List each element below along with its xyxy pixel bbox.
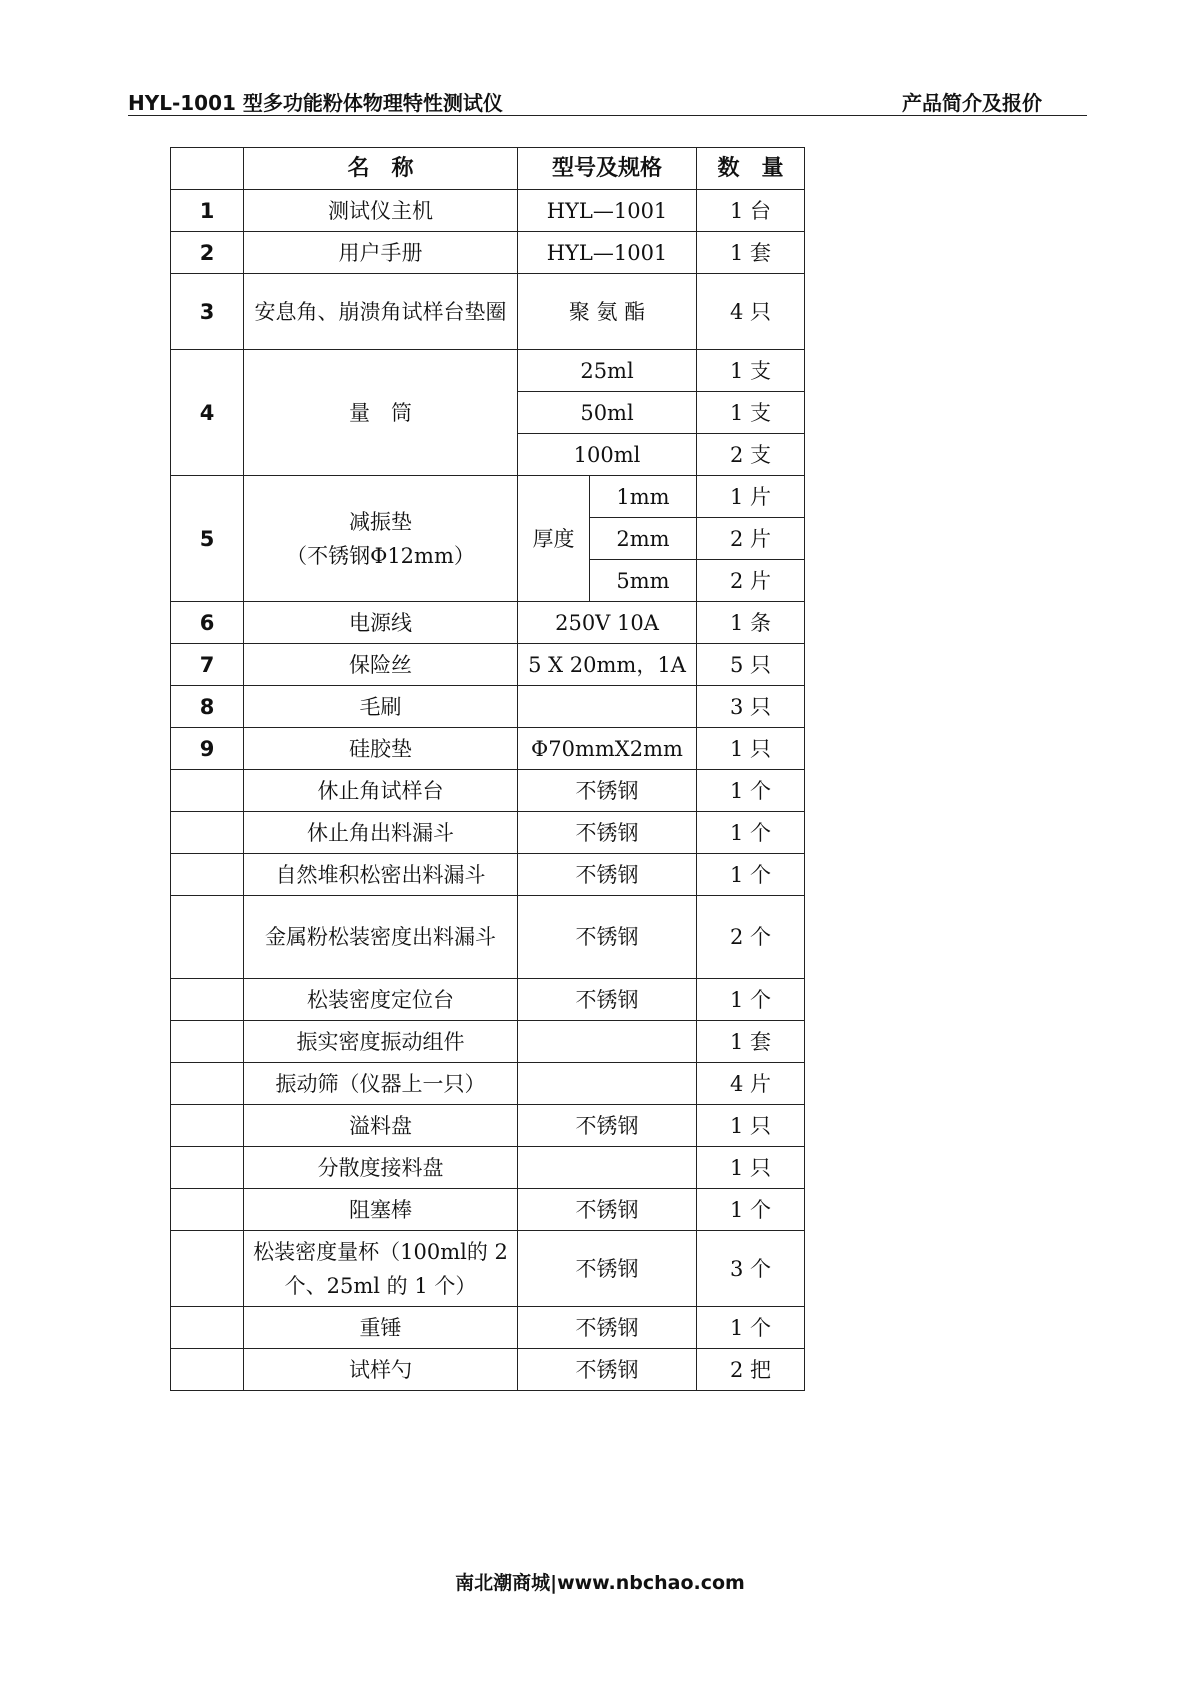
item-spec: 不锈钢 (518, 979, 697, 1021)
item-qty: 1 个 (697, 979, 805, 1021)
item-spec: HYL—1001 (518, 190, 697, 232)
item-spec: 不锈钢 (518, 1349, 697, 1391)
header-rule (128, 115, 1087, 116)
item-spec: 不锈钢 (518, 770, 697, 812)
item-name: 金属粉松装密度出料漏斗 (244, 896, 518, 979)
row-number (171, 1349, 244, 1391)
item-spec: 不锈钢 (518, 854, 697, 896)
row-number: 4 (171, 350, 244, 476)
item-spec: 不锈钢 (518, 1105, 697, 1147)
item-qty: 1 只 (697, 1105, 805, 1147)
item-qty: 3 只 (697, 686, 805, 728)
row-number (171, 1063, 244, 1105)
item-qty: 2 个 (697, 896, 805, 979)
item-spec: 不锈钢 (518, 1307, 697, 1349)
header-name: 名 称 (244, 148, 518, 190)
item-qty: 1 个 (697, 1189, 805, 1231)
document-section: 产品简介及报价 (902, 91, 1042, 115)
item-name: 保险丝 (244, 644, 518, 686)
row-number (171, 1231, 244, 1307)
row-number: 2 (171, 232, 244, 274)
item-spec: 2mm (590, 518, 697, 560)
item-qty: 1 个 (697, 854, 805, 896)
item-name: 松装密度量杯（100ml的 2 个、25ml 的 1 个） (244, 1231, 518, 1307)
table-row (171, 1021, 805, 1063)
table-row (171, 1189, 805, 1231)
item-spec: 1mm (590, 476, 697, 518)
item-name: 重锤 (244, 1307, 518, 1349)
row-number (171, 1021, 244, 1063)
item-name: 分散度接料盘 (244, 1147, 518, 1189)
item-qty: 1 个 (697, 1307, 805, 1349)
item-spec (518, 1147, 697, 1189)
item-qty: 1 支 (697, 350, 805, 392)
item-spec: HYL—1001 (518, 232, 697, 274)
row-number (171, 770, 244, 812)
item-qty: 4 只 (697, 274, 805, 350)
item-qty: 1 只 (697, 1147, 805, 1189)
item-qty: 5 只 (697, 644, 805, 686)
item-spec (518, 1021, 697, 1063)
item-spec: 不锈钢 (518, 812, 697, 854)
item-name: 电源线 (244, 602, 518, 644)
table-row (171, 686, 805, 728)
table-row (171, 896, 805, 979)
table-row (171, 1231, 805, 1307)
item-name: 阻塞棒 (244, 1189, 518, 1231)
table-row (171, 1105, 805, 1147)
table-row (171, 190, 805, 232)
item-spec: 不锈钢 (518, 1231, 697, 1307)
row-number (171, 1189, 244, 1231)
table-row (171, 812, 805, 854)
item-qty: 4 片 (697, 1063, 805, 1105)
item-spec: 不锈钢 (518, 1189, 697, 1231)
thickness-label: 厚度 (518, 476, 590, 602)
table-row (171, 232, 805, 274)
document-title: HYL-1001 型多功能粉体物理特性测试仪 (128, 91, 503, 115)
row-number (171, 854, 244, 896)
header-spec: 型号及规格 (518, 148, 697, 190)
header-no (171, 148, 244, 190)
row-number (171, 1105, 244, 1147)
row-number: 3 (171, 274, 244, 350)
item-name (244, 476, 518, 602)
item-qty: 2 把 (697, 1349, 805, 1391)
item-qty: 1 片 (697, 476, 805, 518)
item-spec (518, 1063, 697, 1105)
row-number (171, 896, 244, 979)
item-qty: 1 台 (697, 190, 805, 232)
item-name: 安息角、崩溃角试样台垫圈 (244, 274, 518, 350)
page-footer: 南北潮商城|www.nbchao.com (455, 1572, 745, 1594)
row-number (171, 1147, 244, 1189)
item-name: 硅胶垫 (244, 728, 518, 770)
item-spec: 25ml (518, 350, 697, 392)
item-name: 振实密度振动组件 (244, 1021, 518, 1063)
item-name: 休止角出料漏斗 (244, 812, 518, 854)
item-spec: 50ml (518, 392, 697, 434)
table-row (171, 1147, 805, 1189)
row-number: 7 (171, 644, 244, 686)
item-name: 休止角试样台 (244, 770, 518, 812)
item-qty: 1 个 (697, 812, 805, 854)
item-name: 松装密度定位台 (244, 979, 518, 1021)
table-row (171, 770, 805, 812)
item-name: 自然堆积松密出料漏斗 (244, 854, 518, 896)
row-number: 8 (171, 686, 244, 728)
item-name: 测试仪主机 (244, 190, 518, 232)
item-qty: 3 个 (697, 1231, 805, 1307)
item-name: 振动筛（仪器上一只） (244, 1063, 518, 1105)
item-spec: 100ml (518, 434, 697, 476)
parts-list-table (170, 147, 805, 1391)
table-row (171, 854, 805, 896)
table-header-row (171, 148, 805, 190)
row-number: 1 (171, 190, 244, 232)
item-spec: 不锈钢 (518, 896, 697, 979)
table-row (171, 644, 805, 686)
table-row (171, 1063, 805, 1105)
item-name: 试样勺 (244, 1349, 518, 1391)
header-qty: 数 量 (697, 148, 805, 190)
table-row (171, 1307, 805, 1349)
item-spec: 250V 10A (518, 602, 697, 644)
row-number: 6 (171, 602, 244, 644)
item-name: 溢料盘 (244, 1105, 518, 1147)
table-row (171, 728, 805, 770)
item-qty: 1 条 (697, 602, 805, 644)
item-qty: 1 套 (697, 1021, 805, 1063)
table-row (171, 350, 805, 392)
row-number (171, 812, 244, 854)
item-spec (518, 686, 697, 728)
item-name: 量 筒 (244, 350, 518, 476)
item-name: 毛刷 (244, 686, 518, 728)
item-spec: 5 X 20mm，1A (518, 644, 697, 686)
item-spec: 5mm (590, 560, 697, 602)
item-name: 用户手册 (244, 232, 518, 274)
item-qty: 2 片 (697, 560, 805, 602)
item-spec: Φ70mmX2mm (518, 728, 697, 770)
table-row (171, 1349, 805, 1391)
table-row (171, 602, 805, 644)
item-qty: 1 套 (697, 232, 805, 274)
item-qty: 1 个 (697, 770, 805, 812)
row-number (171, 1307, 244, 1349)
item-qty: 2 支 (697, 434, 805, 476)
item-qty: 1 只 (697, 728, 805, 770)
row-number: 9 (171, 728, 244, 770)
item-name-line: 减振垫 (349, 509, 412, 534)
item-spec: 聚 氨 酯 (518, 274, 697, 350)
row-number: 5 (171, 476, 244, 602)
row-number (171, 979, 244, 1021)
table-row (171, 979, 805, 1021)
item-qty: 2 片 (697, 518, 805, 560)
table-row (171, 274, 805, 350)
table-row (171, 476, 805, 518)
item-qty: 1 支 (697, 392, 805, 434)
item-name-note: （不锈钢Φ12mm） (286, 543, 475, 568)
